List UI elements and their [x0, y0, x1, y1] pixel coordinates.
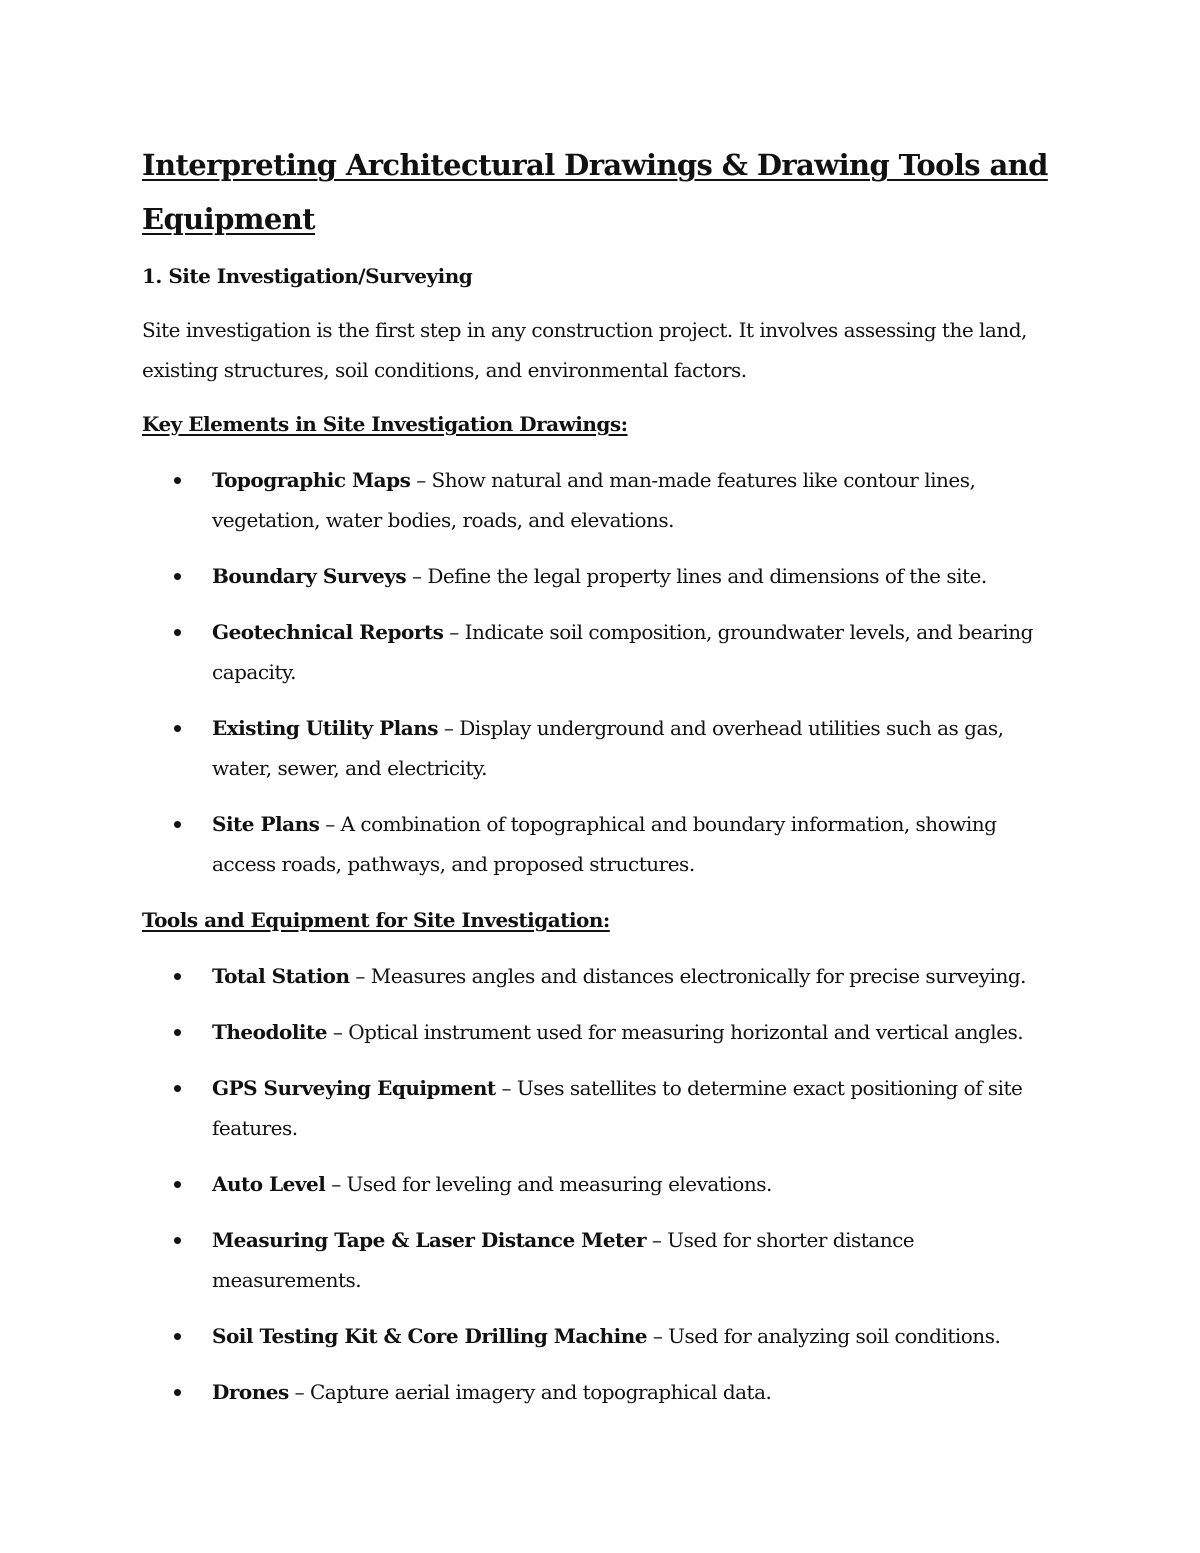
list-item-desc: – Display underground and overhead utilities such as gas, water, sewer, and electricity.: [212, 716, 1004, 780]
list-item-term: GPS Surveying Equipment: [212, 1076, 496, 1100]
list-item: [212, 1012, 1050, 1052]
bullet-icon: [174, 477, 181, 484]
bullet-icon: [174, 973, 181, 980]
list-item-desc: – Used for leveling and measuring elevations.: [325, 1172, 772, 1196]
bullet-icon: [174, 573, 181, 580]
list-item: [212, 556, 1050, 596]
list-item: [212, 1220, 1050, 1300]
bullet-icon: [174, 1389, 181, 1396]
list-item: [212, 460, 1050, 540]
list-item-desc: – Define the legal property lines and dimensions of the site.: [406, 564, 987, 588]
list-item-term: Existing Utility Plans: [212, 716, 439, 740]
list-item: [212, 956, 1050, 996]
list-item-term: Topographic Maps: [212, 468, 411, 492]
list-item: [212, 1164, 1050, 1204]
list-item-desc: – Optical instrument used for measuring horizontal and vertical angles.: [326, 1020, 1024, 1044]
bullet-icon: [174, 1237, 181, 1244]
bullet-icon: [174, 1029, 181, 1036]
tools-heading: Tools and Equipment for Site Investigation:: [142, 908, 610, 932]
list-item: [212, 612, 1050, 692]
bullet-icon: [174, 629, 181, 636]
list-item-desc: – Capture aerial imagery and topographical data.: [288, 1380, 772, 1404]
section-heading-site-investigation: 1. Site Investigation/Surveying: [142, 264, 473, 288]
list-item-desc: – A combination of topographical and boundary information, showing access roads, pathways, and proposed structures.: [212, 812, 997, 876]
bullet-icon: [174, 1333, 181, 1340]
list-item: [212, 1068, 1050, 1148]
bullet-icon: [174, 821, 181, 828]
list-item: [212, 708, 1050, 788]
list-item: [212, 804, 1050, 884]
list-item-desc: – Measures angles and distances electronically for precise surveying.: [349, 964, 1027, 988]
list-item-desc: – Show natural and man-made features like contour lines, vegetation, water bodies, roads, and elevations.: [212, 468, 976, 532]
tools-list: [142, 956, 1050, 1412]
list-item-term: Drones: [212, 1380, 289, 1404]
list-item-term: Total Station: [212, 964, 350, 988]
list-item: [212, 1372, 1050, 1412]
bullet-icon: [174, 725, 181, 732]
list-item: [212, 1316, 1050, 1356]
list-item-term: Measuring Tape & Laser Distance Meter: [212, 1228, 647, 1252]
list-item-desc: – Indicate soil composition, groundwater levels, and bearing capacity.: [212, 620, 1033, 684]
list-item-term: Site Plans: [212, 812, 320, 836]
list-item-term: Theodolite: [212, 1020, 327, 1044]
list-item-term: Geotechnical Reports: [212, 620, 444, 644]
document-title: Interpreting Architectural Drawings & Drawing Tools and Equipment: [142, 148, 1048, 236]
list-item-desc: – Used for shorter distance measurements.: [212, 1228, 915, 1292]
section-intro-paragraph: Site investigation is the first step in any construction project. It involves assessing the land, existing structures, soil conditions, and environmental factors.: [142, 318, 1027, 382]
list-item-term: Soil Testing Kit & Core Drilling Machine: [212, 1324, 647, 1348]
list-item-term: Auto Level: [212, 1172, 326, 1196]
list-item-desc: – Uses satellites to determine exact positioning of site features.: [212, 1076, 1023, 1140]
key-elements-heading: Key Elements in Site Investigation Drawings:: [142, 412, 628, 436]
list-item-desc: – Used for analyzing soil conditions.: [646, 1324, 1001, 1348]
bullet-icon: [174, 1085, 181, 1092]
list-item-term: Boundary Surveys: [212, 564, 407, 588]
key-elements-list: [142, 460, 1050, 884]
bullet-icon: [174, 1181, 181, 1188]
